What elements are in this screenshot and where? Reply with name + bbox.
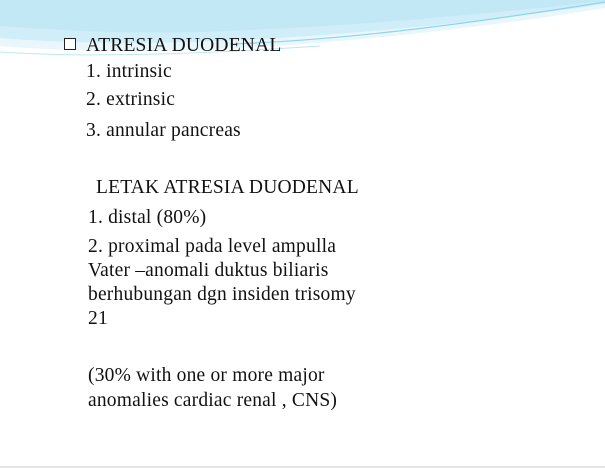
section1-item-2: 2. extrinsic xyxy=(86,89,176,110)
section2-item-2-line-1: 2. proximal pada level ampulla xyxy=(88,236,337,257)
note-line-2: anomalies cardiac renal , CNS) xyxy=(88,390,338,411)
section1-item-3: 3. annular pancreas xyxy=(86,120,241,141)
section2-item-1: 1. distal (80%) xyxy=(88,207,207,228)
checkbox-bullet-icon xyxy=(64,38,76,50)
note-line-1: (30% with one or more major xyxy=(88,365,325,386)
section1-item-1: 1. intrinsic xyxy=(86,61,172,82)
section2-item-2-line-3: berhubungan dgn insiden trisomy xyxy=(88,284,356,305)
section1-heading: ATRESIA DUODENAL xyxy=(86,35,282,56)
section2-item-2-line-4: 21 xyxy=(88,308,108,329)
section2-item-2-line-2: Vater –anomali duktus biliaris xyxy=(88,260,329,281)
section2-heading: LETAK ATRESIA DUODENAL xyxy=(96,177,359,198)
